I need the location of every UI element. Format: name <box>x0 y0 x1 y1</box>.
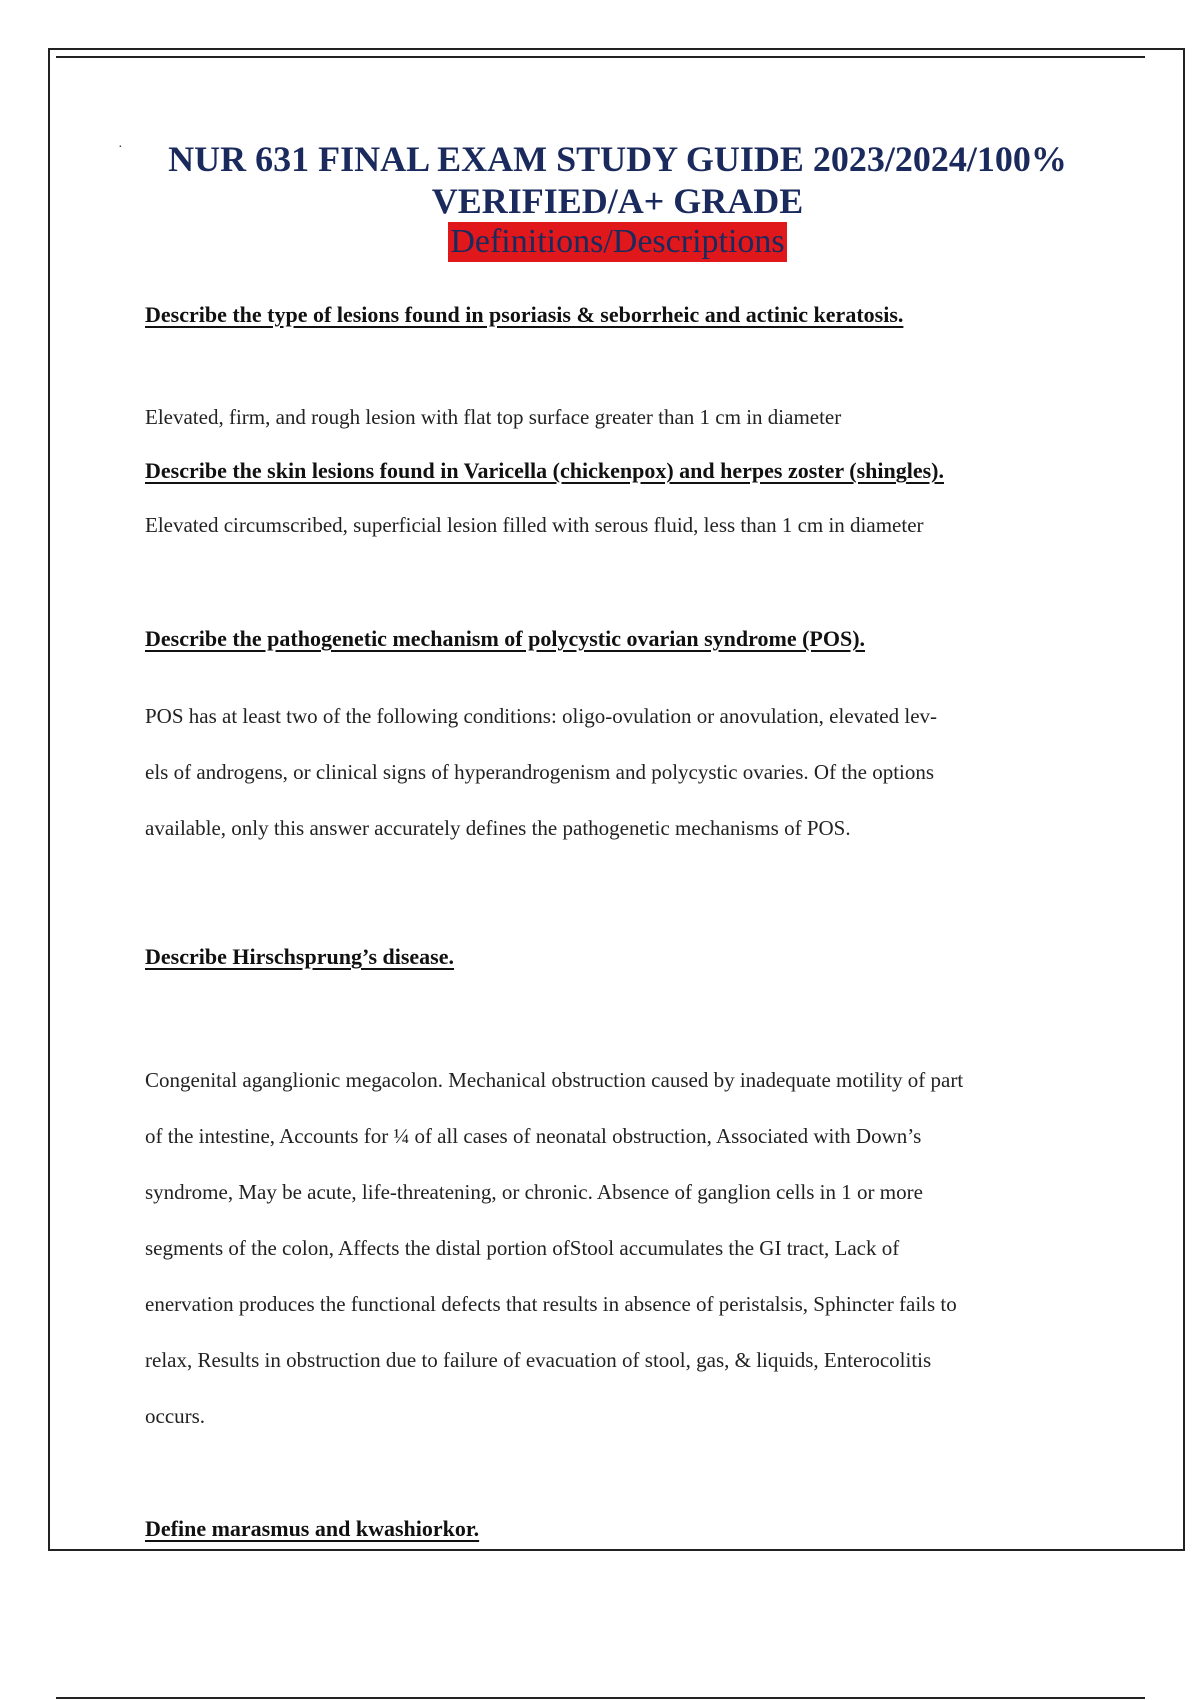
stray-mark: · <box>118 140 123 155</box>
answer-line: occurs. <box>145 1404 206 1428</box>
title-block <box>120 138 1115 262</box>
answer-line: els of androgens, or clinical signs of hyperandrogenism and polycystic ovaries. Of the options <box>145 760 935 784</box>
answer-block <box>145 1052 1105 1444</box>
question-heading: Describe the skin lesions found in Varicella (chickenpox) and herpes zoster (shingles). <box>145 458 944 483</box>
answer-line: POS has at least two of the following conditions: oligo-ovulation or anovulation, elevated lev- <box>145 704 938 728</box>
answer-line: relax, Results in obstruction due to failure of evacuation of stool, gas, & liquids, Enterocolitis <box>145 1348 932 1372</box>
answer-text: Elevated, firm, and rough lesion with flat top surface greater than 1 cm in diameter <box>145 405 842 429</box>
study-guide-content <box>145 300 1105 1544</box>
subtitle-highlight: Definitions/Descriptions <box>450 223 785 260</box>
answer-block <box>145 688 1105 856</box>
answer-line: Congenital aganglionic megacolon. Mechanical obstruction caused by inadequate motility of part <box>145 1068 964 1092</box>
answer-line: enervation produces the functional defects that results in absence of peristalsis, Sphincter fails to <box>145 1292 957 1316</box>
answer-line: segments of the colon, Affects the distal portion ofStool accumulates the GI tract, Lack of <box>145 1236 900 1260</box>
question-heading: Describe the pathogenetic mechanism of polycystic ovarian syndrome (POS). <box>145 626 866 651</box>
answer-line: of the intestine, Accounts for ¼ of all cases of neonatal obstruction, Associated with Down’s <box>145 1124 922 1148</box>
question-heading: Describe Hirschsprung’s disease. <box>145 944 455 969</box>
title-line-2: VERIFIED/A+ GRADE <box>431 181 804 221</box>
question-heading: Define marasmus and kwashiorkor. <box>145 1516 480 1541</box>
answer-line: syndrome, May be acute, life-threatening, or chronic. Absence of ganglion cells in 1 or more <box>145 1180 923 1204</box>
top-rule <box>56 56 1145 58</box>
title-line-1: NUR 631 FINAL EXAM STUDY GUIDE 2023/2024/100% <box>168 139 1067 179</box>
answer-text: Elevated circumscribed, superficial lesion filled with serous fluid, less than 1 cm in diameter <box>145 513 924 537</box>
bottom-rule <box>56 1697 1145 1699</box>
answer-line: available, only this answer accurately defines the pathogenetic mechanisms of POS. <box>145 816 851 840</box>
question-heading: Describe the type of lesions found in psoriasis & seborrheic and actinic keratosis. <box>145 302 904 327</box>
